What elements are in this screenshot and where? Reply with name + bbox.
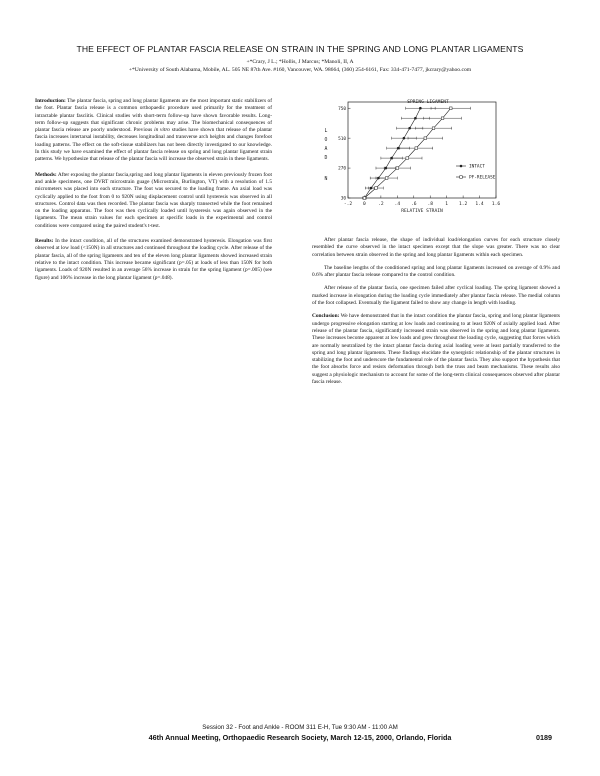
data-point	[415, 147, 418, 150]
right-paragraph-1: After plantar fascia release, the shape of individual load/elongation curves for each structure closely resembled the curve observed in the intact specimen except that the slope was greater. There was no clear correlation between strain observed in the spring and long plantar ligaments within each specimen.	[312, 237, 560, 258]
plot-frame	[348, 102, 496, 198]
introduction-text-1: The plantar fascia, spring and long plantar ligaments are the most important static stabilizers of the foot. Plantar fascia release is a common orthopaedic procedure used primarily for the treatment of intractable plantar fasciitis. Clinical studies with short-term follow-up have shown favorable results. Long-term follow-up suggests that significant chronic problems may arise. The biomechanical consequences of plantar fascia release are poorly understood. Previous	[35, 98, 272, 134]
author-affiliation: +*University of South Alabama, Mobile, AL. 505 NE 87th Ave. #160, Vancouver, WA. 98664, (360) 254-6161, Fax: 334-471-7477, jkcrary@yahoo.com	[128, 67, 472, 73]
x-tick-label: .6	[411, 202, 417, 207]
results-section	[35, 238, 272, 282]
right-paragraph-3: After release of the plantar fascia, one specimen failed after cyclical loading. The spring ligament showed a marked increase in elongation during the loading cycle immediately after plantar fascia release. The medial column of the foot collapsed. Eventually the ligament failed to show any change in length with loading.	[312, 285, 560, 307]
page-number: 0189	[536, 733, 552, 742]
right-paragraph-2: The baseline lengths of the conditioned spring and long plantar ligaments increased on average of 0.9% and 0.6% after plantar fascia release compared to the control condition.	[312, 264, 560, 279]
x-tick-label: 1.4	[475, 202, 484, 207]
y-tick-label: 30	[340, 196, 346, 202]
x-tick-label: 1	[445, 202, 449, 207]
y-axis-label-letter: L	[324, 129, 328, 134]
y-axis-unit-letter: N	[324, 177, 328, 182]
data-point	[419, 107, 422, 110]
x-tick-label: .8	[427, 202, 433, 207]
session-info: Session 32 - Foot and Ankle - ROOM 311 E-H, Tue 9:30 AM - 11:00 AM	[202, 724, 398, 731]
legend-marker	[460, 176, 463, 179]
introduction-heading: Introduction:	[35, 98, 66, 104]
left-column	[35, 98, 272, 290]
paper-title: THE EFFECT OF PLANTAR FASCIA RELEASE ON STRAIN IN THE SPRING AND LONG PLANTAR LIGAMENTS	[76, 44, 524, 54]
author-block	[20, 58, 580, 74]
data-point	[449, 107, 452, 110]
methods-heading: Methods:	[35, 171, 57, 178]
x-tick-label: 0	[363, 202, 366, 207]
data-point	[375, 187, 378, 190]
data-point	[397, 147, 400, 150]
x-tick-label: 1.6	[491, 202, 501, 207]
right-column	[312, 237, 560, 392]
x-tick-label: .4	[394, 202, 401, 207]
chart-title: SPRING LIGAMENT	[407, 100, 449, 105]
y-tick-label: 510	[338, 136, 346, 142]
spring-ligament-chart	[318, 92, 548, 232]
x-tick-label: .2	[378, 202, 384, 207]
data-point	[363, 197, 366, 200]
data-point	[385, 177, 388, 180]
x-axis-label: RELATIVE STRAIN	[401, 209, 443, 214]
data-point	[403, 137, 406, 140]
introduction-text-2: studies have shown that release of the plantar fascia increases intertarsal instability, decreases longitudinal and transverse arch heights and changes forefoot loading patterns. The effect on the soft-tissue stabilizers has not been directly investigated to our knowledge. In this study we have examined the effect of plantar fascia release on spring and long plantar ligament strain patterns. We hypothesize that release of the plantar fascia will increase the observed strain in these ligaments.	[35, 127, 272, 163]
conclusion-section	[312, 313, 560, 386]
data-point	[432, 127, 435, 130]
y-axis-label-letter: D	[324, 156, 328, 161]
y-tick-label: 750	[338, 106, 346, 112]
methods-text: After exposing the plantar fascia,spring and long plantar ligaments in eleven previously frozen foot and ankle specimens, one DVRT microstrain guage (Microstrain, Burlington, VT) with a resolution of 1.5 micrometers was placed into each structure. The foot was secured to the loading frame. An axial load was cyclically applied to the foot from 0 to 920N using displacement control until hysteresis was observed in all structures. Control data was then recorded. The plantar fascia was sharply transected while the foot remained on the loading apparatus. The foot was then cyclically loaded until hysteresis was again observed in the ligaments. The mean strain values for each specimen at specific loads in the experimental and control conditions were compared using the paired student's t-test.	[35, 171, 272, 229]
methods-section	[35, 172, 272, 230]
data-point	[396, 167, 399, 170]
data-point	[406, 157, 409, 160]
series-line-1	[364, 108, 450, 198]
conclusion-text: We have demonstrated that in the intact condition the plantar fascia, spring and long plantar ligaments undergo progressive elongation starting at low loads and continuing to at least 920N of axially applied load. After release of the plantar fascia, significantly increased strain was observed in the spring and long plantar ligaments. These increases become apparent at low loads and grew throughout the loading cycle, suggesting that forces which are normally neutralized by the intact plantar fascia during axial loading were at least partially transferred to the spring and long plantar ligaments. These findings elucidate the synergistic relationship of the plantar structures in stabilizing the foot and underscore the fundamental role of the plantar fascia. They also support the hypothesis that the foot absorbs force and resists deformation through both the truss and beam mechanisms. These results also suggest a physiologic mechanism to account for some of the long-term clinical consequences observed after plantar fascia release.	[312, 313, 560, 386]
data-point	[441, 117, 444, 120]
data-point	[424, 137, 427, 140]
data-point	[408, 127, 411, 130]
introduction-section	[35, 98, 272, 164]
y-axis-label-letter: O	[324, 138, 328, 143]
y-tick-label: 270	[338, 166, 346, 172]
data-point	[414, 117, 417, 120]
y-axis-label-letter: A	[324, 147, 328, 152]
x-tick-label: 1.2	[458, 202, 468, 207]
conclusion-heading: Conclusion:	[312, 313, 340, 320]
meeting-info: 46th Annual Meeting, Orthopaedic Research Society, March 12-15, 2000, Orlando, Florida	[148, 733, 452, 742]
legend-marker	[460, 165, 463, 168]
introduction-italic: in vitro	[154, 127, 170, 134]
results-text: In the intact condition, all of the structures examined demonstrated hysteresis. Elongation was first observed at low load (<150N) in all structures and continued throughout the loading cycle. After release of the plantar fascia, all of the spring ligaments and ten of the eleven long plantar ligaments showed increased strain relative to the intact condition. This increase became significant (p=.05) at loads of less than 150N for both ligaments. Loads of 920N resulted in an average 56% increase in strain for the spring ligament (p=.005) (see figure) and 106% increase in the long plantar ligament (p=.048).	[35, 238, 272, 281]
legend-label: INTACT	[469, 164, 485, 170]
x-tick-label: -.2	[343, 202, 353, 207]
results-heading: Results:	[35, 238, 54, 245]
legend-label: PF-RELEASE	[469, 175, 496, 181]
spring-ligament-figure	[318, 92, 548, 232]
author-names: +*Crary, J L.; *Hollis, J Marcus; *Manoli, II, A	[246, 59, 354, 65]
